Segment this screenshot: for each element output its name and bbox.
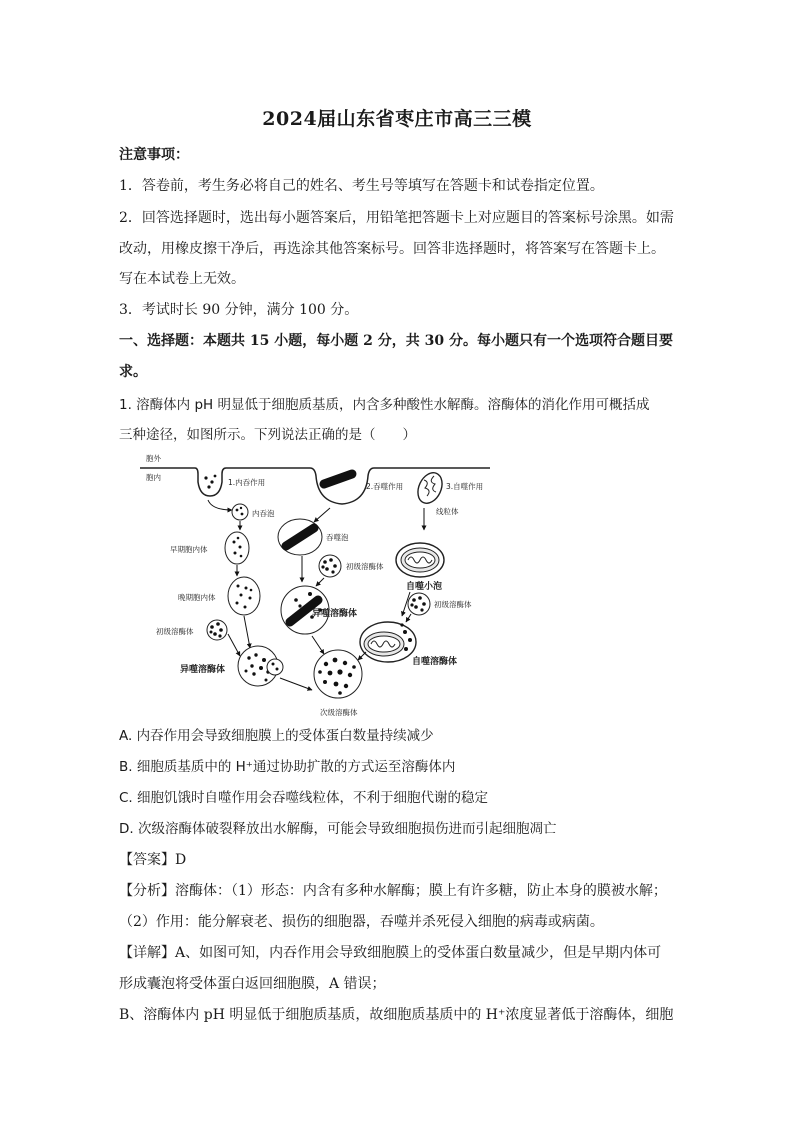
autophagic-lysosome bbox=[360, 622, 416, 662]
pathway1-label: 1.内吞作用 bbox=[228, 478, 266, 487]
detail-line: B、溶酶体内 pH 明显低于细胞质基质，故细胞质基质中的 H⁺浓度显著低于溶酶体，细胞 bbox=[119, 1007, 674, 1023]
pathway2-label: 2.吞噬作用 bbox=[366, 482, 404, 491]
detail-line: 【详解】A、如图可知，内吞作用会导致细胞膜上的受体蛋白数量减少，但是早期内体可 bbox=[119, 945, 662, 961]
notice-item: 1．答卷前，考生务必将自己的姓名、考生号等填写在答题卡和试卷指定位置。 bbox=[119, 178, 604, 194]
section-heading-cont: 求。 bbox=[119, 364, 147, 380]
analysis-line: 【分析】溶酶体：（1）形态：内含有多种水解酶；膜上有许多糖，防止本身的膜被水解； bbox=[119, 883, 667, 899]
option-c: C. 细胞饥饿时自噬作用会吞噬线粒体，不利于细胞代谢的稳定 bbox=[119, 790, 489, 806]
late-endosome bbox=[228, 577, 260, 615]
option-a: A. 内吞作用会导致细胞膜上的受体蛋白数量持续减少 bbox=[119, 728, 434, 744]
answer-line: 【答案】D bbox=[119, 852, 187, 868]
outside-label: 胞外 bbox=[146, 454, 161, 463]
inside-label: 胞内 bbox=[146, 473, 161, 482]
primary-lysosome-label-b: 初级溶酶体 bbox=[346, 562, 384, 571]
mitochondrion bbox=[413, 469, 446, 507]
page-title: 2024届山东省枣庄市高三三模 bbox=[262, 108, 532, 130]
question-stem: 1. 溶酶体内 pH 明显低于细胞质基质，内含多种酸性水解酶。溶酶体的消化作用可概括成 bbox=[119, 397, 650, 413]
detail-line: 形成囊泡将受体蛋白返回细胞膜，A 错误； bbox=[119, 976, 386, 992]
autophagosome bbox=[396, 543, 444, 577]
option-d: D. 次级溶酶体破裂释放出水解酶，可能会导致细胞损伤进而引起细胞凋亡 bbox=[119, 821, 557, 837]
notice-heading: 注意事项： bbox=[119, 147, 189, 163]
option-b: B. 细胞质基质中的 H⁺通过协助扩散的方式运至溶酶体内 bbox=[119, 759, 456, 775]
analysis-line: （2）作用：能分解衰老、损伤的细胞器，吞噬并杀死侵入细胞的病毒或病菌。 bbox=[119, 914, 604, 930]
section-heading: 一、选择题：本题共 15 小题，每小题 2 分，共 30 分。每小题只有一个选项符合题目要 bbox=[119, 333, 673, 349]
autophagosome-label: 自噬小泡 bbox=[406, 582, 443, 592]
secondary-lysosome bbox=[314, 650, 362, 698]
primary-lysosome-label-c: 初级溶酶体 bbox=[434, 600, 472, 609]
primary-lysosome-label-a: 初级溶酶体 bbox=[156, 627, 194, 636]
endocytic-vesicle bbox=[232, 504, 248, 520]
mitochondrion-label: 线粒体 bbox=[436, 507, 459, 516]
autophagic-lysosome-label: 自噬溶酶体 bbox=[412, 657, 458, 667]
notice-item: 改动，用橡皮擦干净后，再选涂其他答案标号。回答非选择题时，将答案写在答题卡上。 bbox=[119, 241, 665, 257]
pathway3-label: 3.自噬作用 bbox=[446, 482, 484, 491]
secondary-lysosome-label: 次级溶酶体 bbox=[320, 708, 358, 717]
early-endosome bbox=[225, 532, 249, 564]
heterophagic-lysosome-label-a: 异噬溶酶体 bbox=[180, 665, 226, 675]
early-endosome-label: 早期胞内体 bbox=[170, 545, 208, 554]
lysosome-pathway-diagram bbox=[140, 452, 500, 742]
late-endosome-label: 晚期胞内体 bbox=[178, 593, 216, 602]
heterophagic-lysosome-label-b: 异噬溶酶体 bbox=[312, 609, 358, 619]
endocytic-vesicle-label: 内吞泡 bbox=[252, 509, 275, 518]
notice-item: 2．回答选择题时，选出每小题答案后，用铅笔把答题卡上对应题目的答案标号涂黑。如需 bbox=[119, 210, 674, 226]
notice-item: 写在本试卷上无效。 bbox=[119, 271, 245, 287]
question-stem-cont: 三种途径，如图所示。下列说法正确的是（ ） bbox=[119, 427, 416, 443]
phagosome-label: 吞噬泡 bbox=[326, 533, 349, 542]
notice-item: 3．考试时长 90 分钟，满分 100 分。 bbox=[119, 302, 359, 318]
